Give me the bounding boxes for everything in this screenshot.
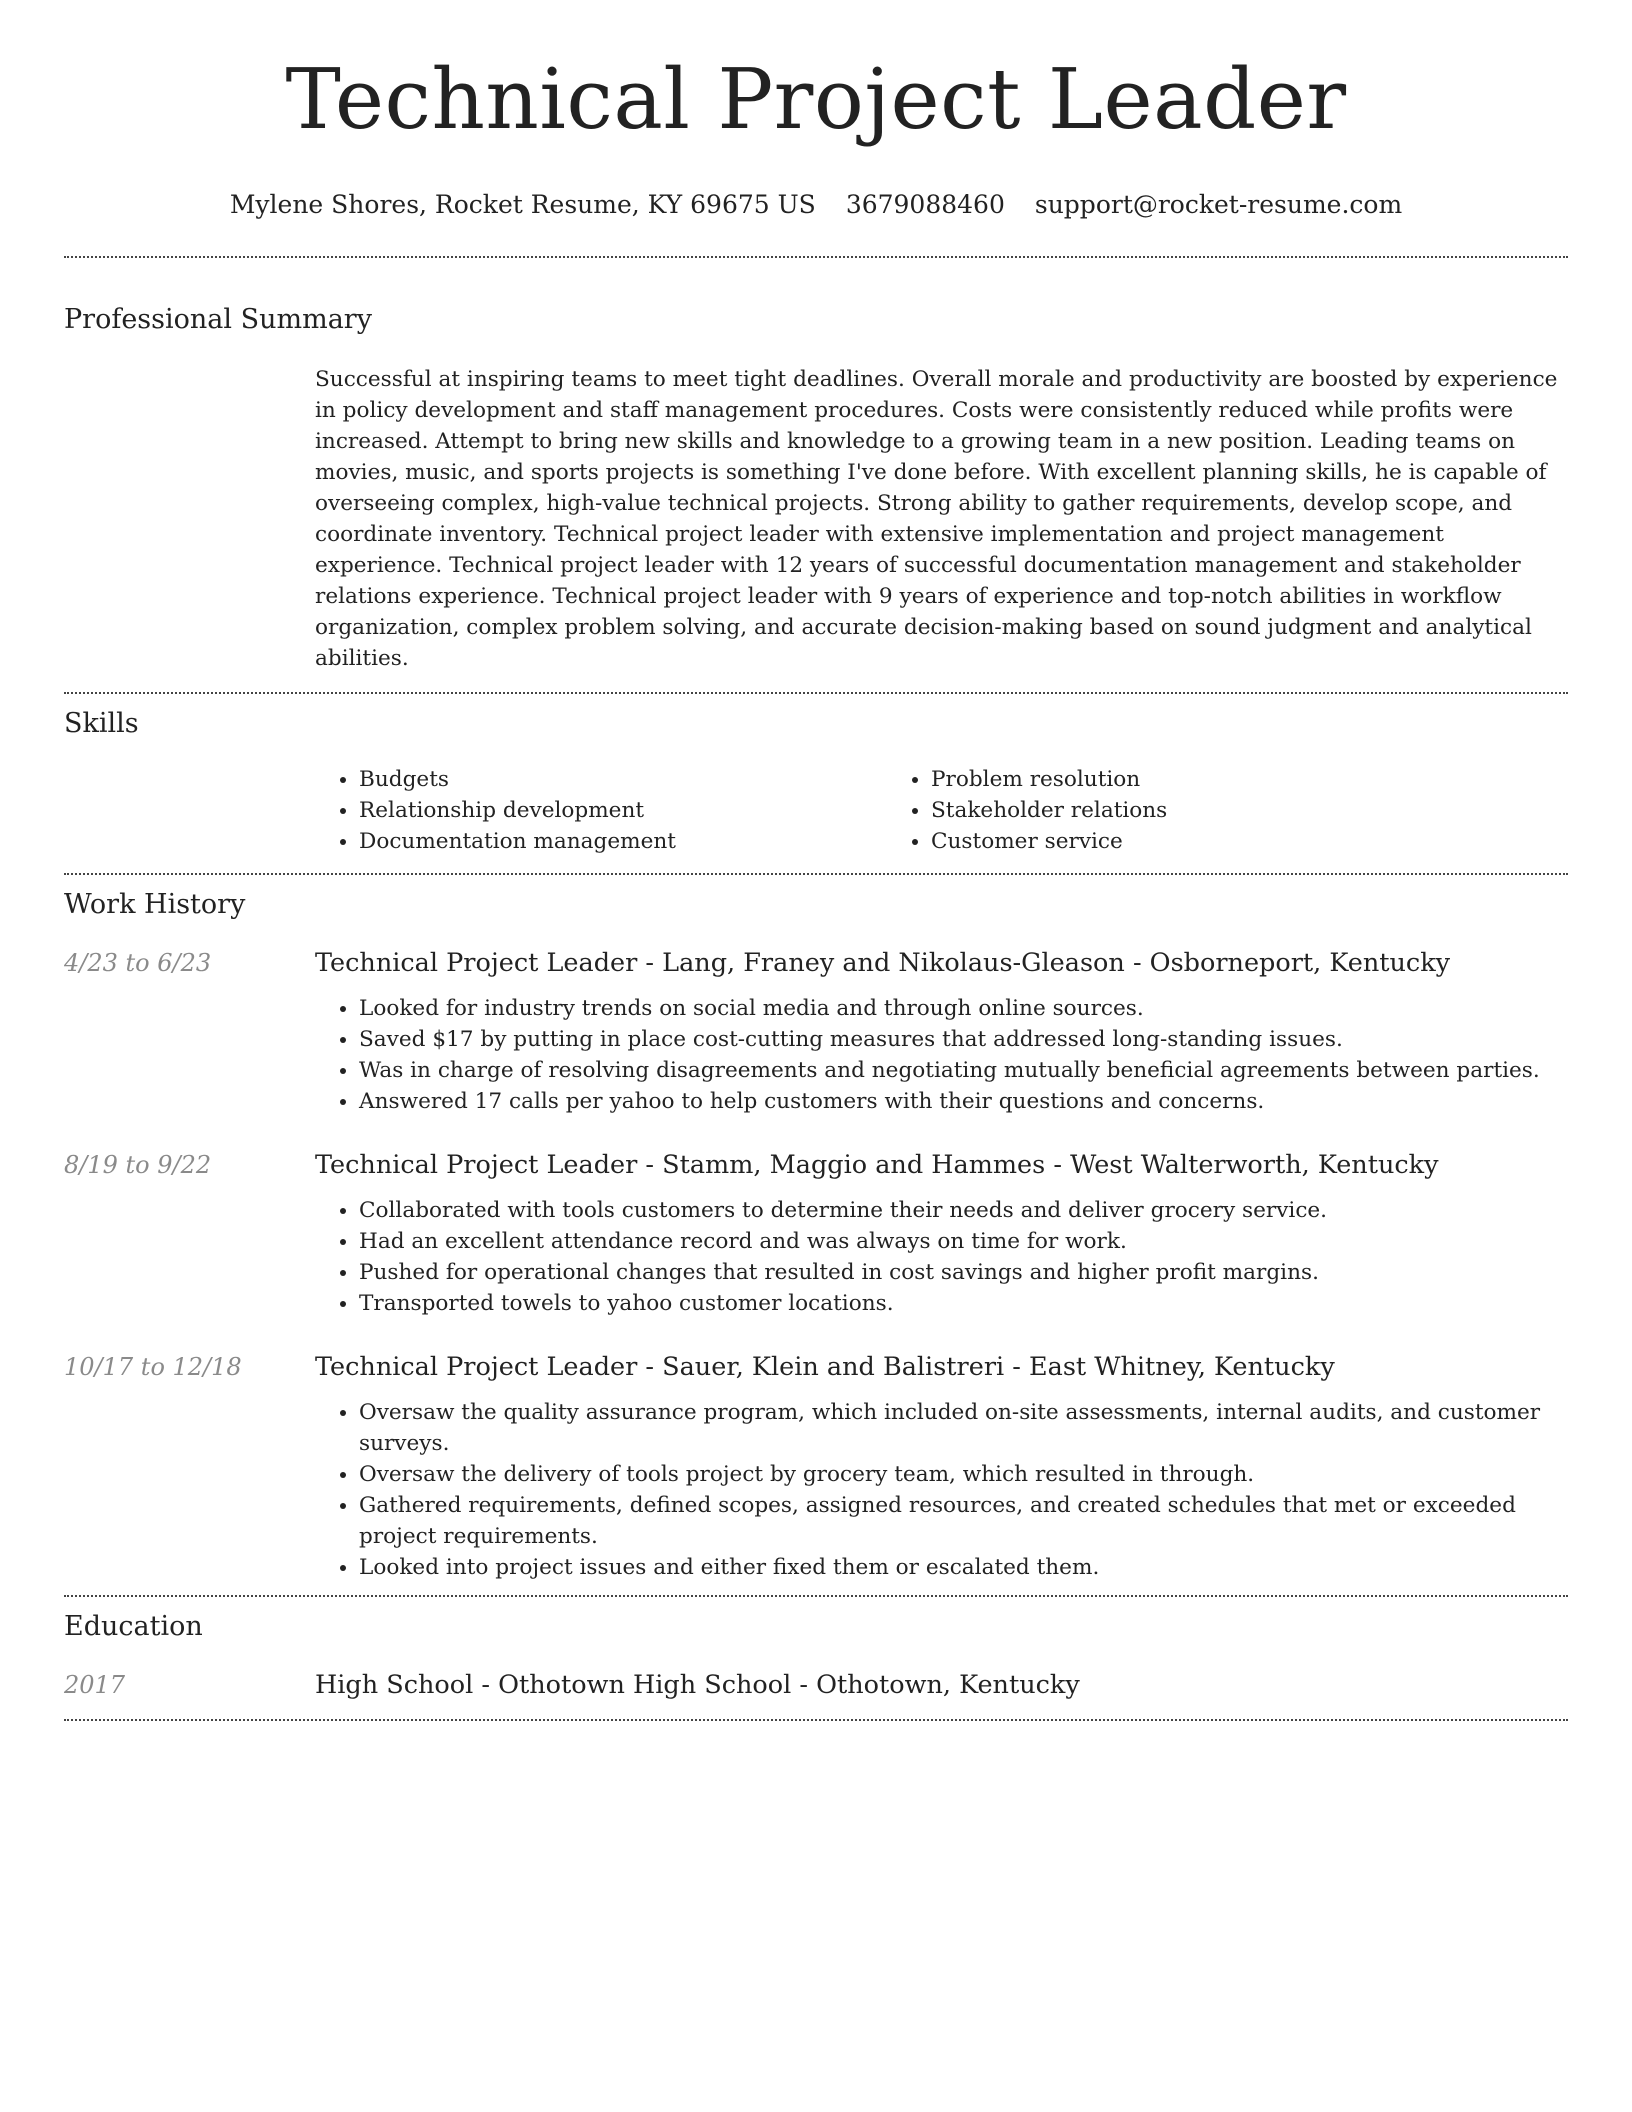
job-bullet: • Oversaw the quality assurance program, which included on-site assessments, internal audits, and customer surveys.	[359, 1397, 1568, 1459]
skill-item: • Relationship development	[359, 795, 887, 826]
resume-title: Technical Project Leader	[285, 51, 1347, 148]
section-title-summary: Professional Summary	[64, 304, 372, 335]
job-date: 8/19 to 9/22	[64, 1151, 212, 1179]
skills-list-right	[887, 764, 1459, 857]
job-bullet: • Looked for industry trends on social media and through online sources.	[359, 993, 1568, 1024]
job-body	[315, 945, 1568, 1117]
job-heading: Technical Project Leader - Lang, Franey and Nikolaus-Gleason - Osborneport, Kentucky	[315, 948, 1451, 978]
summary-text: Successful at inspiring teams to meet tight deadlines. Overall morale and productivity are boosted by experience in policy development and staff management procedures. Costs were consistently reduced while profits were increased. Attempt to bring new skills and knowledge to a growing team in a new position. Leading teams on movies, music, and sports projects is something I've done before. With excellent planning skills, he is capable of overseeing complex, high-value technical projects. Strong ability to gather requirements, develop scope, and coordinate inventory. Technical project leader with extensive implementation and project management experience. Technical project leader with 12 years of successful documentation management and stakeholder relations experience. Technical project leader with 9 years of experience and top-notch abilities in workflow organization, complex problem solving, and accurate decision-making based on sound judgment and analytical abilities.	[315, 367, 1558, 671]
job-bullets	[315, 993, 1568, 1117]
job-date: 10/17 to 12/18	[64, 1353, 242, 1381]
skill-item: • Documentation management	[359, 826, 887, 857]
education-section	[64, 1597, 1568, 1703]
job-bullet: • Answered 17 calls per yahoo to help customers with their questions and concerns.	[359, 1086, 1568, 1117]
job-bullet: • Collaborated with tools customers to determine their needs and deliver grocery service.	[359, 1195, 1568, 1226]
contact-line	[64, 188, 1568, 222]
job-entry	[64, 1147, 1568, 1319]
job-bullet: • Pushed for operational changes that resulted in cost savings and higher profit margins.	[359, 1257, 1568, 1288]
job-entry	[64, 1349, 1568, 1583]
job-bullet: • Had an excellent attendance record and was always on time for work.	[359, 1226, 1568, 1257]
job-body	[315, 1349, 1568, 1583]
skill-item: • Budgets	[359, 764, 887, 795]
address-text: Mylene Shores, Rocket Resume, KY 69675 US	[229, 190, 816, 219]
skills-columns	[315, 764, 1568, 857]
professional-summary-section	[64, 258, 1568, 674]
education-body	[315, 1667, 1568, 1703]
skill-item: • Problem resolution	[931, 764, 1459, 795]
work-history-section	[64, 875, 1568, 1583]
phone-text: 3679088460	[845, 190, 1005, 219]
section-title-work: Work History	[64, 889, 246, 920]
education-date: 2017	[64, 1671, 126, 1699]
job-bullet: • Oversaw the delivery of tools project by grocery team, which resulted in through.	[359, 1459, 1568, 1490]
job-bullets	[315, 1397, 1568, 1583]
job-bullet: • Was in charge of resolving disagreements and negotiating mutually beneficial agreements between parties.	[359, 1055, 1568, 1086]
education-entry	[64, 1667, 1568, 1703]
job-bullet: • Saved $17 by putting in place cost-cutting measures that addressed long-standing issues.	[359, 1024, 1568, 1055]
education-heading: High School - Othotown High School - Othotown, Kentucky	[315, 1670, 1080, 1700]
section-divider	[64, 1719, 1568, 1721]
skills-section	[64, 694, 1568, 857]
job-date: 4/23 to 6/23	[64, 949, 212, 977]
section-title-education: Education	[64, 1611, 203, 1642]
job-heading: Technical Project Leader - Sauer, Klein and Balistreri - East Whitney, Kentucky	[315, 1352, 1335, 1382]
job-bullets	[315, 1195, 1568, 1319]
skills-list-left	[315, 764, 887, 857]
skill-item: • Customer service	[931, 826, 1459, 857]
job-bullet: • Gathered requirements, defined scopes, assigned resources, and created schedules that met or exceeded project requirements.	[359, 1490, 1568, 1552]
job-body	[315, 1147, 1568, 1319]
job-bullet: • Transported towels to yahoo customer locations.	[359, 1288, 1568, 1319]
job-heading: Technical Project Leader - Stamm, Maggio and Hammes - West Walterworth, Kentucky	[315, 1150, 1439, 1180]
skill-item: • Stakeholder relations	[931, 795, 1459, 826]
section-title-skills: Skills	[64, 708, 139, 739]
email-text: support@rocket-resume.com	[1034, 190, 1403, 219]
job-bullet: • Looked into project issues and either fixed them or escalated them.	[359, 1552, 1568, 1583]
job-entry	[64, 945, 1568, 1117]
